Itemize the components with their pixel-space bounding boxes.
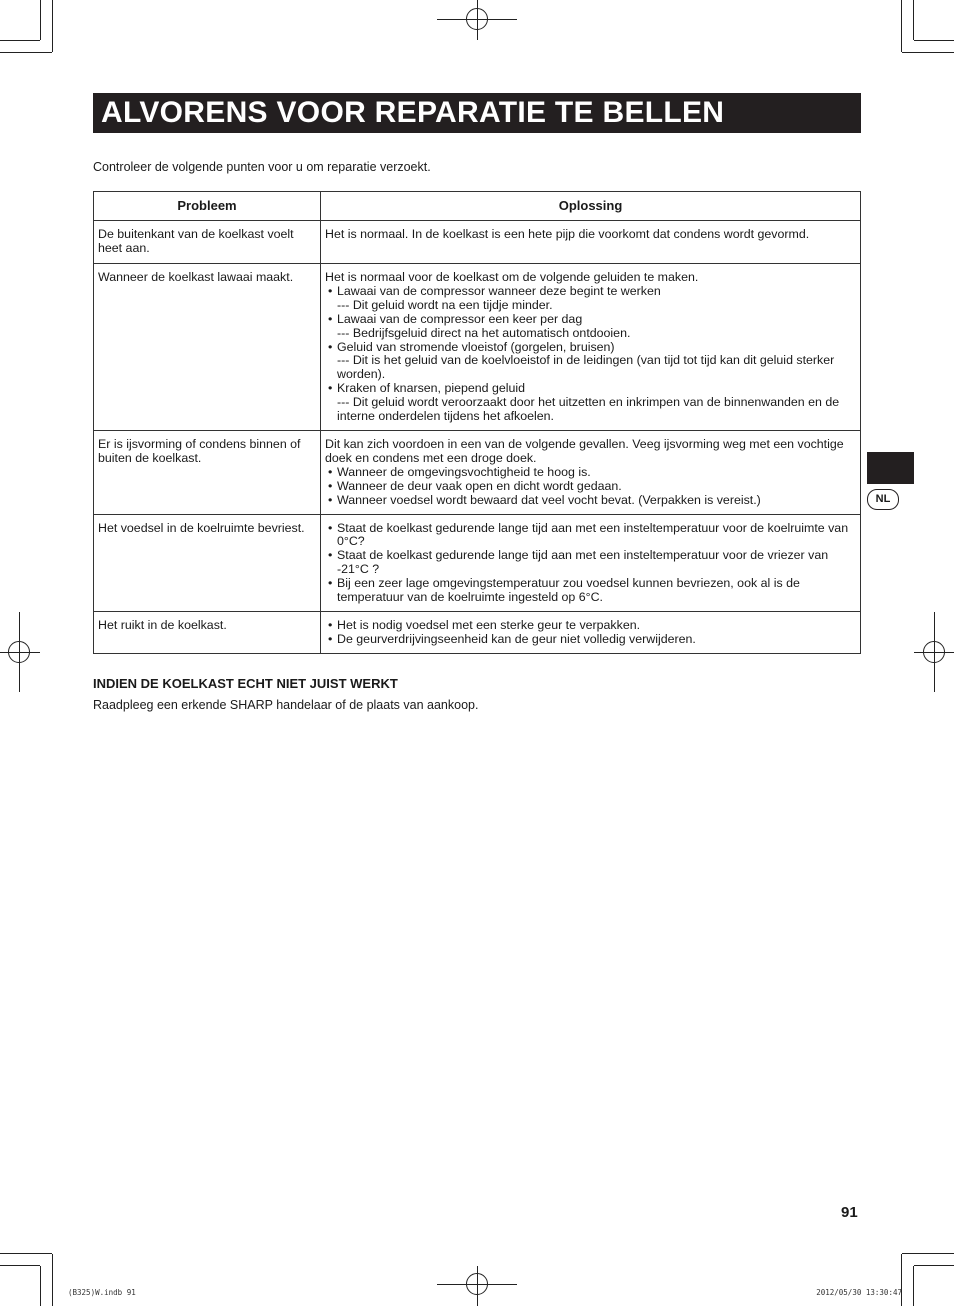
- list-item: • Staat de koelkast gedurende lange tijd aan met een insteltemperatuur voor de vriezer van -21°C ?: [325, 549, 857, 577]
- crop-mark: [0, 52, 52, 53]
- list-item-text: Lawaai van de compressor een keer per dag: [337, 311, 583, 326]
- table-row: [94, 611, 861, 653]
- solution-cell: [321, 430, 861, 514]
- crop-mark: [52, 1254, 53, 1306]
- list-item: [325, 313, 857, 341]
- crop-mark: [914, 40, 954, 41]
- crop-mark: [52, 0, 53, 52]
- solution-list: [325, 619, 857, 647]
- solution-list: [325, 285, 857, 424]
- section-heading: INDIEN DE KOELKAST ECHT NIET JUIST WERKT: [93, 676, 398, 691]
- list-item: • Het is nodig voedsel met een sterke geur te verpakken.: [325, 619, 857, 633]
- list-item-text: Kraken of knarsen, piepend geluid: [337, 381, 526, 396]
- solution-intro: Dit kan zich voordoen in een van de volgende gevallen. Veeg ijsvorming weg met een vochtige doek en condens met een droge doek.: [325, 436, 844, 465]
- section-text: Raadpleeg een erkende SHARP handelaar of de plaats van aankoop.: [93, 698, 479, 712]
- table-row: [94, 221, 861, 264]
- crop-mark: [901, 1254, 902, 1306]
- page-number: 91: [841, 1204, 858, 1221]
- solution-intro: Het is normaal voor de koelkast om de volgende geluiden te maken.: [325, 270, 699, 284]
- page-title: ALVORENS VOOR REPARATIE TE BELLEN: [101, 96, 725, 129]
- solution-cell: [321, 221, 861, 264]
- list-item: • De geurverdrijvingseenheid kan de geur niet volledig verwijderen.: [325, 633, 857, 647]
- intro-text: Controleer de volgende punten voor u om reparatie verzoekt.: [93, 160, 431, 174]
- table-header-row: [94, 192, 861, 221]
- problem-cell: De buitenkant van de koelkast voelt heet aan.: [94, 221, 321, 264]
- list-item: • Wanneer voedsel wordt bewaard dat veel vocht bevat. (Verpakken is vereist.): [325, 494, 857, 508]
- crop-mark: [913, 1266, 914, 1306]
- registration-mark: [466, 8, 488, 30]
- page-title-bar: [93, 93, 861, 133]
- crop-mark: [913, 0, 914, 40]
- column-header-problem: Probleem: [94, 192, 321, 221]
- crop-mark: [902, 52, 954, 53]
- list-item-text: Lawaai van de compressor wanneer deze begint te werken: [337, 283, 661, 298]
- crop-mark: [40, 1266, 41, 1306]
- registration-mark: [923, 641, 945, 663]
- list-item: • Wanneer de omgevingsvochtigheid te hoog is.: [325, 466, 857, 480]
- crop-mark: [901, 0, 902, 52]
- footer-timestamp: 2012/05/30 13:30:47: [816, 1288, 902, 1297]
- list-item-text: Geluid van stromende vloeistof (gorgelen, bruisen): [337, 339, 615, 354]
- problem-cell: Het ruikt in de koelkast.: [94, 611, 321, 653]
- crop-mark: [0, 40, 40, 41]
- list-item-note: --- Dit geluid wordt na een tijdje minder.: [337, 297, 553, 312]
- registration-mark: [8, 641, 30, 663]
- problem-cell: Wanneer de koelkast lawaai maakt.: [94, 264, 321, 431]
- table-row: [94, 264, 861, 431]
- list-item: [325, 382, 857, 424]
- list-item: • Wanneer de deur vaak open en dicht wordt gedaan.: [325, 480, 857, 494]
- table-row: [94, 430, 861, 514]
- table-row: [94, 514, 861, 611]
- problem-cell: Er is ijsvorming of condens binnen of buiten de koelkast.: [94, 430, 321, 514]
- crop-mark: [902, 1253, 954, 1254]
- footer-file-info: (B325)W.indb 91: [68, 1288, 136, 1297]
- column-header-solution: Oplossing: [321, 192, 861, 221]
- list-item: • Bij een zeer lage omgevingstemperatuur zou voedsel kunnen bevriezen, ook al is de temperatuur van de koelruimte ingesteld op 6°C.: [325, 577, 857, 605]
- list-item: [325, 285, 857, 313]
- solution-list: [325, 522, 857, 605]
- troubleshooting-table: [93, 191, 861, 654]
- language-badge: NL: [867, 489, 899, 510]
- solution-cell: [321, 514, 861, 611]
- registration-mark: [466, 1273, 488, 1295]
- list-item: • Staat de koelkast gedurende lange tijd aan met een insteltemperatuur voor de koelruimte van 0°C?: [325, 522, 857, 550]
- list-item: [325, 341, 857, 383]
- list-item-note: --- Dit is het geluid van de koelvloeistof in de leidingen (van tijd tot tijd kan dit geluid sterker worden).: [337, 353, 835, 382]
- list-item-note: --- Bedrijfsgeluid direct na het automatisch ontdooien.: [337, 325, 631, 340]
- side-tab-marker: [867, 452, 914, 484]
- solution-cell: [321, 264, 861, 431]
- solution-intro: Het is normaal. In de koelkast is een hete pijp die voorkomt dat condens wordt gevormd.: [325, 227, 810, 241]
- solution-list: [325, 466, 857, 508]
- crop-mark: [0, 1265, 40, 1266]
- problem-cell: Het voedsel in de koelruimte bevriest.: [94, 514, 321, 611]
- list-item-note: --- Dit geluid wordt veroorzaakt door het uitzetten en inkrimpen van de binnenwanden en de interne onderdelen tijdens het afkoelen.: [337, 395, 840, 424]
- solution-cell: [321, 611, 861, 653]
- crop-mark: [40, 0, 41, 40]
- crop-mark: [0, 1253, 52, 1254]
- crop-mark: [914, 1265, 954, 1266]
